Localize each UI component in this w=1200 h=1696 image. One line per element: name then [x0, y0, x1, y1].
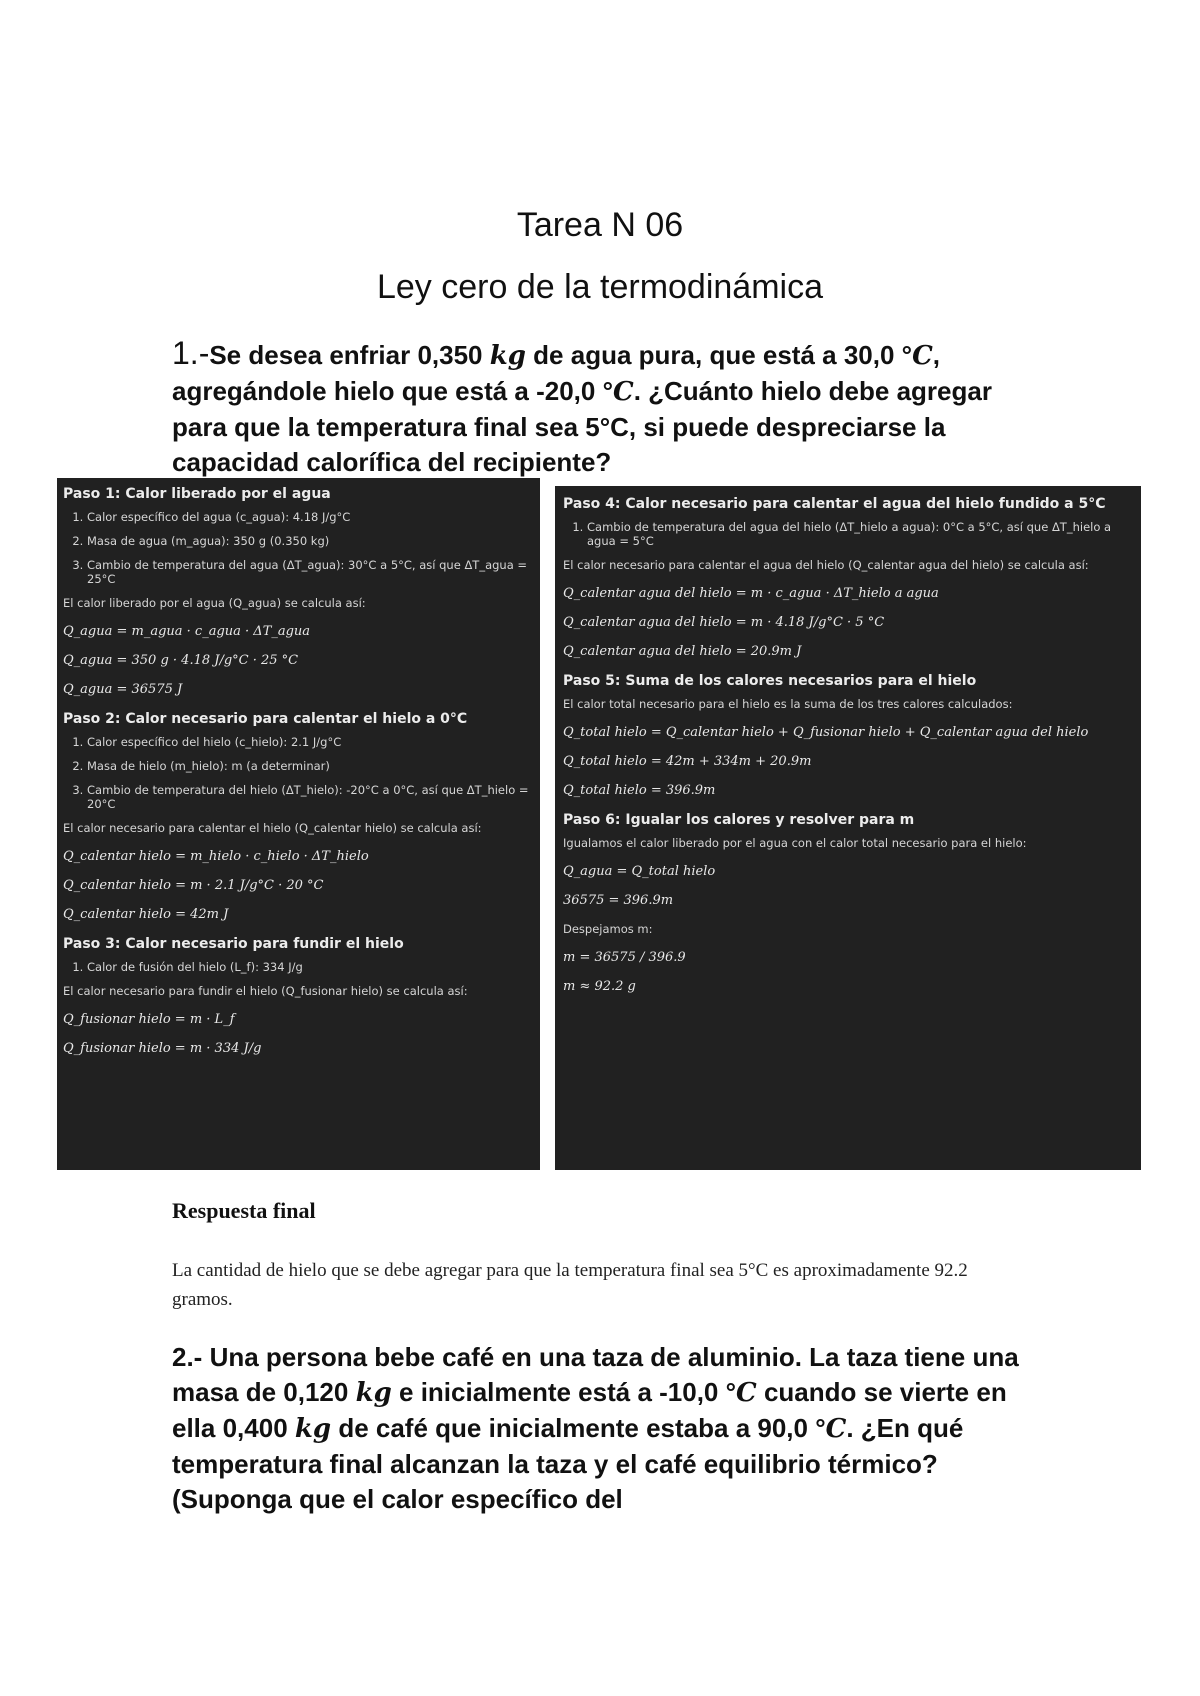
- equation: Q_calentar hielo = 42m J: [63, 907, 229, 922]
- final-answer-text: La cantidad de hielo que se debe agregar para que la temperatura final sea 5°C es aproximadamente 92.2 gramos.: [172, 1260, 968, 1310]
- list-item: 3. Cambio de temperatura del hielo (ΔT_hielo): -20°C a 0°C, así que ΔT_hielo = 20°C: [87, 783, 534, 811]
- equation: Q_fusionar hielo = m · 334 J/g: [63, 1041, 262, 1056]
- list-item: 2. Masa de agua (m_agua): 350 g (0.350 kg): [87, 534, 534, 548]
- unit-kg: kg: [489, 341, 526, 371]
- question-2: [172, 1340, 1052, 1517]
- question-2-text-b: e inicialmente está a -10,0 °: [391, 1377, 737, 1407]
- solution-panel-left: [57, 478, 540, 1170]
- step-text: El calor necesario para calentar el hielo (Q_calentar hielo) se calcula así:: [63, 821, 482, 835]
- equation: Q_calentar hielo = m_hielo · c_hielo · ΔT_hielo: [63, 849, 369, 864]
- question-1-number: 1.-: [172, 335, 210, 371]
- list-item: 1. Cambio de temperatura del agua del hielo (ΔT_hielo a agua): 0°C a 5°C, así que ΔT_hielo a agua = 5°C: [587, 520, 1133, 548]
- step-heading: Paso 3: Calor necesario para fundir el hielo: [63, 936, 404, 952]
- equation: Q_total hielo = 396.9m: [563, 783, 716, 798]
- list-item: 1. Calor específico del agua (c_agua): 4.18 J/g°C: [87, 510, 534, 524]
- step-heading: Paso 6: Igualar los calores y resolver para m: [563, 812, 915, 828]
- equation: Q_calentar agua del hielo = 20.9m J: [563, 644, 802, 659]
- final-answer-title: Respuesta final: [172, 1198, 316, 1223]
- unit-celsius: C: [736, 1378, 757, 1408]
- equation: Q_total hielo = Q_calentar hielo + Q_fusionar hielo + Q_calentar agua del hielo: [563, 725, 1089, 740]
- question-2-text-a: Una persona bebe café en una taza de aluminio. La taza tiene una masa de 0,120: [172, 1342, 1019, 1407]
- page-subtitle: Ley cero de la termodinámica: [376, 268, 823, 306]
- equation: Q_calentar agua del hielo = m · 4.18 J/g°C · 5 °C: [563, 615, 885, 630]
- equation: m ≈ 92.2 g: [563, 979, 636, 994]
- step-heading: Paso 4: Calor necesario para calentar el agua del hielo fundido a 5°C: [563, 496, 1106, 512]
- solution-panel-right: [555, 486, 1141, 1170]
- step-text: El calor liberado por el agua (Q_agua) se calcula así:: [63, 596, 366, 610]
- list-item: 2. Masa de hielo (m_hielo): m (a determinar): [87, 759, 534, 773]
- equation: Q_agua = 36575 J: [63, 682, 183, 697]
- equation: Q_fusionar hielo = m · L_f: [63, 1012, 235, 1027]
- step-text: Igualamos el calor liberado por el agua con el calor total necesario para el hielo:: [563, 836, 1027, 850]
- question-2-text-c: cuando se vierte en ella 0,400: [172, 1377, 1007, 1443]
- unit-kg: kg: [355, 1378, 392, 1408]
- list-item: 3. Cambio de temperatura del agua (ΔT_agua): 30°C a 5°C, así que ΔT_agua = 25°C: [87, 558, 534, 586]
- step-heading: Paso 2: Calor necesario para calentar el hielo a 0°C: [63, 711, 468, 727]
- unit-celsius: C: [912, 341, 933, 371]
- equation: Q_calentar hielo = m · 2.1 J/g°C · 20 °C: [63, 878, 324, 893]
- unit-celsius: C: [825, 1414, 847, 1444]
- question-2-text-e: . ¿En qué temperatura final alcanzan la taza y el café equilibrio térmico? (Suponga que el calor específico del: [172, 1413, 964, 1514]
- step-heading: Paso 1: Calor liberado por el agua: [63, 486, 331, 502]
- unit-celsius: C: [612, 377, 634, 407]
- question-1-text-b: de agua pura, que está a 30,0 °: [525, 340, 913, 370]
- equation: Q_calentar agua del hielo = m · c_agua · ΔT_hielo a agua: [563, 586, 939, 601]
- question-1-text-d: . ¿Cuánto hielo debe agregar para que la temperatura final sea 5°C, si puede despreciarse la capacidad calorífica del recipiente?: [172, 376, 992, 477]
- step-text: El calor necesario para fundir el hielo (Q_fusionar hielo) se calcula así:: [63, 984, 468, 998]
- question-1: [172, 336, 1052, 480]
- question-1-text-c: , agregándole hielo que está a -20,0 °: [172, 340, 940, 406]
- equation: Q_agua = 350 g · 4.18 J/g°C · 25 °C: [63, 653, 299, 668]
- unit-kg: kg: [294, 1414, 332, 1444]
- equation: 36575 = 396.9m: [563, 893, 674, 908]
- question-2-number: 2.-: [172, 1342, 203, 1372]
- equation: Q_total hielo = 42m + 334m + 20.9m: [563, 754, 812, 769]
- question-2-text-d: de café que inicialmente estaba a 90,0 °: [331, 1413, 826, 1443]
- step-text: El calor necesario para calentar el agua del hielo (Q_calentar agua del hielo) se calcula así:: [563, 558, 1089, 572]
- equation: m = 36575 / 396.9: [563, 950, 686, 965]
- page-title: Tarea N 06: [516, 206, 684, 244]
- equation: Q_agua = Q_total hielo: [563, 864, 716, 879]
- list-item: 1. Calor de fusión del hielo (L_f): 334 J/g: [87, 960, 534, 974]
- list-item: 1. Calor específico del hielo (c_hielo): 2.1 J/g°C: [87, 735, 534, 749]
- step-text: Despejamos m:: [563, 922, 653, 936]
- step-text: El calor total necesario para el hielo es la suma de los tres calores calculados:: [563, 697, 1013, 711]
- equation: Q_agua = m_agua · c_agua · ΔT_agua: [63, 624, 311, 639]
- question-1-text-a: Se desea enfriar 0,350: [209, 340, 490, 370]
- step-heading: Paso 5: Suma de los calores necesarios para el hielo: [563, 673, 977, 689]
